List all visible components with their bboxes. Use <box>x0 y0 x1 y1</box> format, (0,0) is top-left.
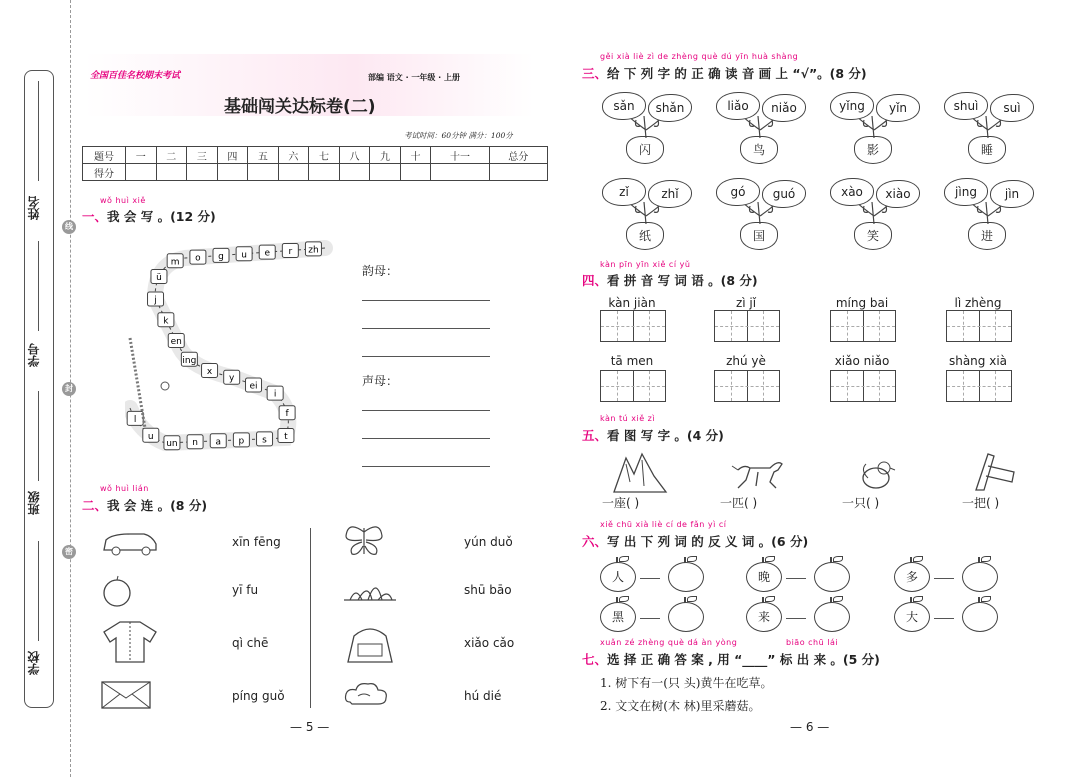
name-field-label: 姓名 <box>27 196 41 220</box>
character-vase: 影 <box>854 136 892 164</box>
train-letter: t <box>284 431 288 442</box>
sec3-text: 给 下 列 字 的 正 确 读 音 画 上 “√”。(8 分) <box>607 66 867 81</box>
answer-line[interactable] <box>362 438 490 439</box>
vowel-label: 韵母： <box>362 264 399 278</box>
pinyin-option-a[interactable]: sǎn <box>602 92 646 120</box>
sec7-pinyin-b: biāo chū lái <box>786 638 839 647</box>
train-letter: k <box>163 316 169 327</box>
sec3-pinyin: gěi xià liè zì de zhèng què dú yīn huà shàng <box>600 52 799 61</box>
dash-connector <box>934 618 954 619</box>
train-letter: e <box>264 248 270 259</box>
paper-title: 基础闯关达标卷(二) <box>224 97 376 117</box>
initial-label: 声母： <box>362 374 399 388</box>
schoolbag-icon <box>342 622 398 666</box>
character-vase: 睡 <box>968 136 1006 164</box>
train-letter: r <box>288 246 293 257</box>
sec5-title <box>582 426 724 444</box>
character-vase: 闪 <box>626 136 664 164</box>
writing-grid[interactable] <box>714 370 780 402</box>
car-icon <box>100 528 160 558</box>
grid-guide <box>995 371 996 401</box>
sec1-text: 我 会 写 。(12 分) <box>107 209 216 224</box>
train-letter: p <box>238 436 245 447</box>
grid-guide <box>847 371 848 401</box>
train-letter: zh <box>308 245 319 256</box>
train-letter: s <box>262 435 267 446</box>
page-number-right: — 6 — <box>790 720 830 734</box>
train-letter: n <box>192 438 198 449</box>
binding-strip <box>24 70 54 708</box>
sec1-pinyin: wǒ huì xiě <box>100 196 146 205</box>
word-right-3[interactable]: xiǎo cǎo <box>464 636 515 650</box>
sec5-pinyin: kàn tú xiě zì <box>600 414 656 423</box>
train-letter: ing <box>182 355 197 366</box>
score-header-cell: 八 <box>339 147 370 164</box>
seal-mark-line: 线 <box>62 220 76 234</box>
score-header-cell: 九 <box>370 147 401 164</box>
reading-choice-item <box>712 172 812 252</box>
grid-guide <box>831 326 895 327</box>
pinyin-option-b[interactable]: guó <box>762 180 806 208</box>
word-pinyin: shàng xià <box>948 354 1008 368</box>
grid-guide <box>963 311 964 341</box>
score-cell[interactable] <box>248 164 279 181</box>
mountain-icon <box>612 452 668 494</box>
score-cell[interactable] <box>126 164 157 181</box>
grid-guide <box>831 386 895 387</box>
score-header-cell: 题号 <box>83 147 126 164</box>
sec6-pinyin: xiě chū xià liè cí de fǎn yì cí <box>600 520 727 529</box>
reading-choice-item <box>712 86 812 166</box>
bird-icon <box>856 456 896 494</box>
antonym-answer-apple[interactable] <box>668 602 704 632</box>
answer-line[interactable] <box>362 328 490 329</box>
train-letter: un <box>166 439 178 450</box>
school-field-label: 学校 <box>27 651 41 675</box>
id-line <box>38 241 39 331</box>
measure-item-1[interactable]: 一座( ) <box>602 496 640 510</box>
grid-guide <box>601 326 665 327</box>
id-field-label: 学号 <box>27 343 41 367</box>
sec6-text: 写 出 下 列 词 的 反 义 词 。(6 分) <box>607 534 809 549</box>
score-header-cell: 四 <box>217 147 248 164</box>
dash-connector <box>786 618 806 619</box>
reading-choice-item <box>940 172 1040 252</box>
reading-choice-item <box>826 86 926 166</box>
word-pinyin: kàn jiàn <box>608 296 656 310</box>
exam-info: 考试时间：60分钟 满分：100分 <box>404 131 513 140</box>
envelope-icon <box>100 680 152 710</box>
word-pinyin: lì zhèng <box>954 296 1002 310</box>
score-header-row <box>83 147 548 164</box>
grid-guide <box>995 311 996 341</box>
antonym-answer-apple[interactable] <box>962 602 998 632</box>
antonym-source-apple: 多 <box>894 562 930 592</box>
score-header-cell: 三 <box>187 147 218 164</box>
score-row <box>83 164 548 181</box>
score-cell[interactable] <box>339 164 370 181</box>
score-header-cell: 十 <box>400 147 431 164</box>
pinyin-option-a[interactable]: gó <box>716 178 760 206</box>
sec2-title <box>82 496 207 514</box>
pinyin-option-a[interactable]: jìng <box>944 178 988 206</box>
antonym-source-apple: 来 <box>746 602 782 632</box>
character-vase: 国 <box>740 222 778 250</box>
pinyin-option-b[interactable]: xiào <box>876 180 920 208</box>
train-letter: m <box>170 257 180 268</box>
answer-line[interactable] <box>362 300 490 301</box>
score-header-cell: 二 <box>156 147 187 164</box>
pinyin-option-a[interactable]: yǐng <box>830 92 874 120</box>
answer-line[interactable] <box>362 466 490 467</box>
train-letter: a <box>215 437 221 448</box>
dash-connector <box>640 578 660 579</box>
reading-choice-item <box>826 172 926 252</box>
word-left-4[interactable]: píng guǒ <box>232 689 285 703</box>
writing-grid[interactable] <box>600 370 666 402</box>
antonym-answer-apple[interactable] <box>668 562 704 592</box>
sec4-text: 看 拼 音 写 词 语 。(8 分) <box>607 273 758 288</box>
sec2-num: 二、 <box>82 498 108 513</box>
edition-label: 部编 语文 · 一年级 · 上册 <box>368 73 461 82</box>
letter-train-figure <box>125 238 345 463</box>
score-header-cell: 七 <box>309 147 340 164</box>
writing-grid[interactable] <box>946 370 1012 402</box>
train-letter: j <box>154 295 157 306</box>
train-letter: u <box>147 431 154 442</box>
sec2-text: 我 会 连 。(8 分) <box>107 498 208 513</box>
word-pinyin: míng bai <box>835 296 889 310</box>
train-letter: o <box>195 253 201 264</box>
sec4-title <box>582 271 758 289</box>
dash-connector <box>640 618 660 619</box>
character-vase: 鸟 <box>740 136 778 164</box>
answer-line[interactable] <box>362 356 490 357</box>
sec7-num: 七、 <box>582 652 608 667</box>
grid-guide <box>763 371 764 401</box>
pinyin-option-a[interactable]: zǐ <box>602 178 646 206</box>
grid-guide <box>617 311 618 341</box>
seal-mark-secret: 密 <box>62 545 76 559</box>
pinyin-option-b[interactable]: jìn <box>990 180 1034 208</box>
sec7-title <box>582 650 880 668</box>
grid-guide <box>649 371 650 401</box>
antonym-source-apple: 人 <box>600 562 636 592</box>
antonym-source-apple: 黑 <box>600 602 636 632</box>
writing-grid[interactable] <box>830 370 896 402</box>
score-header-cell: 五 <box>248 147 279 164</box>
measure-item-3[interactable]: 一只( ) <box>842 496 880 510</box>
writing-grid[interactable] <box>830 310 896 342</box>
writing-grid[interactable] <box>946 310 1012 342</box>
word-pinyin: zhú yè <box>726 354 766 368</box>
name-line <box>38 81 39 181</box>
score-cell[interactable] <box>156 164 187 181</box>
train-letter: x <box>206 366 213 377</box>
grid-guide <box>715 386 779 387</box>
score-cell[interactable] <box>400 164 431 181</box>
grid-guide <box>879 311 880 341</box>
train-letter: u <box>241 250 247 261</box>
grid-guide <box>715 326 779 327</box>
train-letter: f <box>285 409 289 420</box>
sec3-title <box>582 64 867 82</box>
score-header-cell: 总分 <box>489 147 547 164</box>
sec4-num: 四、 <box>582 273 608 288</box>
train-cars <box>127 242 321 450</box>
sec7-pinyin-a: xuǎn zé zhèng què dá àn yòng <box>600 638 738 647</box>
measure-item-2[interactable]: 一匹( ) <box>720 496 758 510</box>
antonym-source-apple: 大 <box>894 602 930 632</box>
grid-guide <box>963 371 964 401</box>
answer-line[interactable] <box>362 410 490 411</box>
word-left-1[interactable]: xīn fēng <box>232 535 281 549</box>
column-divider <box>310 528 311 708</box>
word-right-1[interactable]: yún duǒ <box>464 535 513 549</box>
sec5-text: 看 图 写 字 。(4 分) <box>607 428 724 443</box>
grid-guide <box>847 311 848 341</box>
sec7-text: 选 择 正 确 答 案 , 用 “____” 标 出 来 。(5 分) <box>607 652 880 667</box>
score-cell[interactable] <box>431 164 489 181</box>
score-row-label: 得分 <box>83 164 126 181</box>
sec6-num: 六、 <box>582 534 608 549</box>
exam-banner: 全国百佳名校期末考试 <box>90 71 181 81</box>
dash-connector <box>786 578 806 579</box>
antonym-source-apple: 晚 <box>746 562 782 592</box>
score-cell[interactable] <box>489 164 547 181</box>
reading-choice-item <box>598 172 698 252</box>
score-cell[interactable] <box>217 164 248 181</box>
pinyin-option-a[interactable]: xào <box>830 178 874 206</box>
grid-guide <box>731 371 732 401</box>
grid-guide <box>947 386 1011 387</box>
train-letter: ü <box>156 273 162 284</box>
pinyin-option-b[interactable]: yǐn <box>876 94 920 122</box>
class-line <box>38 391 39 481</box>
antonym-answer-apple[interactable] <box>814 562 850 592</box>
grid-guide <box>601 386 665 387</box>
train-letter: y <box>229 373 235 384</box>
train-letter: l <box>133 414 137 425</box>
question-1[interactable]: 1. 树下有一(只 头)黄牛在吃草。 <box>600 676 773 690</box>
reading-choice-item <box>940 86 1040 166</box>
class-field-label: 班级 <box>27 491 41 515</box>
train-letter: en <box>170 336 182 347</box>
grid-guide <box>617 371 618 401</box>
word-right-4[interactable]: hú dié <box>464 689 502 703</box>
pinyin-option-a[interactable]: liǎo <box>716 92 760 120</box>
sec5-num: 五、 <box>582 428 608 443</box>
train-letter: g <box>218 251 224 262</box>
pinyin-option-b[interactable]: shǎn <box>648 94 692 122</box>
apple-icon <box>100 574 134 608</box>
character-vase: 笑 <box>854 222 892 250</box>
shirt-icon <box>100 618 160 664</box>
train-letter: i <box>273 389 277 400</box>
dash-connector <box>934 578 954 579</box>
writing-grid[interactable] <box>714 310 780 342</box>
score-table <box>82 146 548 181</box>
score-cell[interactable] <box>187 164 218 181</box>
question-2[interactable]: 2. 文文在树(木 林)里采蘑菇。 <box>600 699 761 713</box>
writing-grid[interactable] <box>600 310 666 342</box>
antonym-answer-apple[interactable] <box>962 562 998 592</box>
horse-icon <box>730 454 786 492</box>
grid-guide <box>947 326 1011 327</box>
score-cell[interactable] <box>309 164 340 181</box>
grid-guide <box>649 311 650 341</box>
sec1-num: 一、 <box>82 209 108 224</box>
sec6-title <box>582 532 808 550</box>
ruler-icon <box>966 450 1016 494</box>
pinyin-option-b[interactable]: niǎo <box>762 94 806 122</box>
school-line <box>38 541 39 641</box>
butterfly-icon <box>342 522 386 558</box>
word-pinyin: xiǎo niǎo <box>834 354 890 368</box>
pinyin-option-a[interactable]: shuì <box>944 92 988 120</box>
cloud-icon <box>342 680 390 710</box>
pinyin-option-b[interactable]: suì <box>990 94 1034 122</box>
score-cell[interactable] <box>278 164 309 181</box>
word-left-2[interactable]: yī fu <box>232 583 259 597</box>
grid-guide <box>731 311 732 341</box>
antonym-answer-apple[interactable] <box>814 602 850 632</box>
pinyin-option-b[interactable]: zhǐ <box>648 180 692 208</box>
sec2-pinyin: wǒ huì lián <box>100 484 149 493</box>
score-header-cell: 六 <box>278 147 309 164</box>
sec3-num: 三、 <box>582 66 608 81</box>
word-left-3[interactable]: qì chē <box>232 636 269 650</box>
word-pinyin: zì jǐ <box>735 296 757 310</box>
reading-choice-item <box>598 86 698 166</box>
seal-mark-seal: 封 <box>62 382 76 396</box>
sec4-pinyin: kàn pīn yīn xiě cí yǔ <box>600 260 691 269</box>
sec1-title <box>82 207 216 225</box>
grass-icon <box>342 576 398 606</box>
grid-guide <box>879 371 880 401</box>
page-number-left: — 5 — <box>290 720 330 734</box>
score-header-cell: 一 <box>126 147 157 164</box>
word-pinyin: tā men <box>610 354 654 368</box>
word-right-2[interactable]: shū bāo <box>464 583 512 597</box>
character-vase: 进 <box>968 222 1006 250</box>
character-vase: 纸 <box>626 222 664 250</box>
train-letter: ei <box>249 381 258 392</box>
measure-item-4[interactable]: 一把( ) <box>962 496 1000 510</box>
score-header-cell: 十一 <box>431 147 489 164</box>
grid-guide <box>763 311 764 341</box>
score-cell[interactable] <box>370 164 401 181</box>
